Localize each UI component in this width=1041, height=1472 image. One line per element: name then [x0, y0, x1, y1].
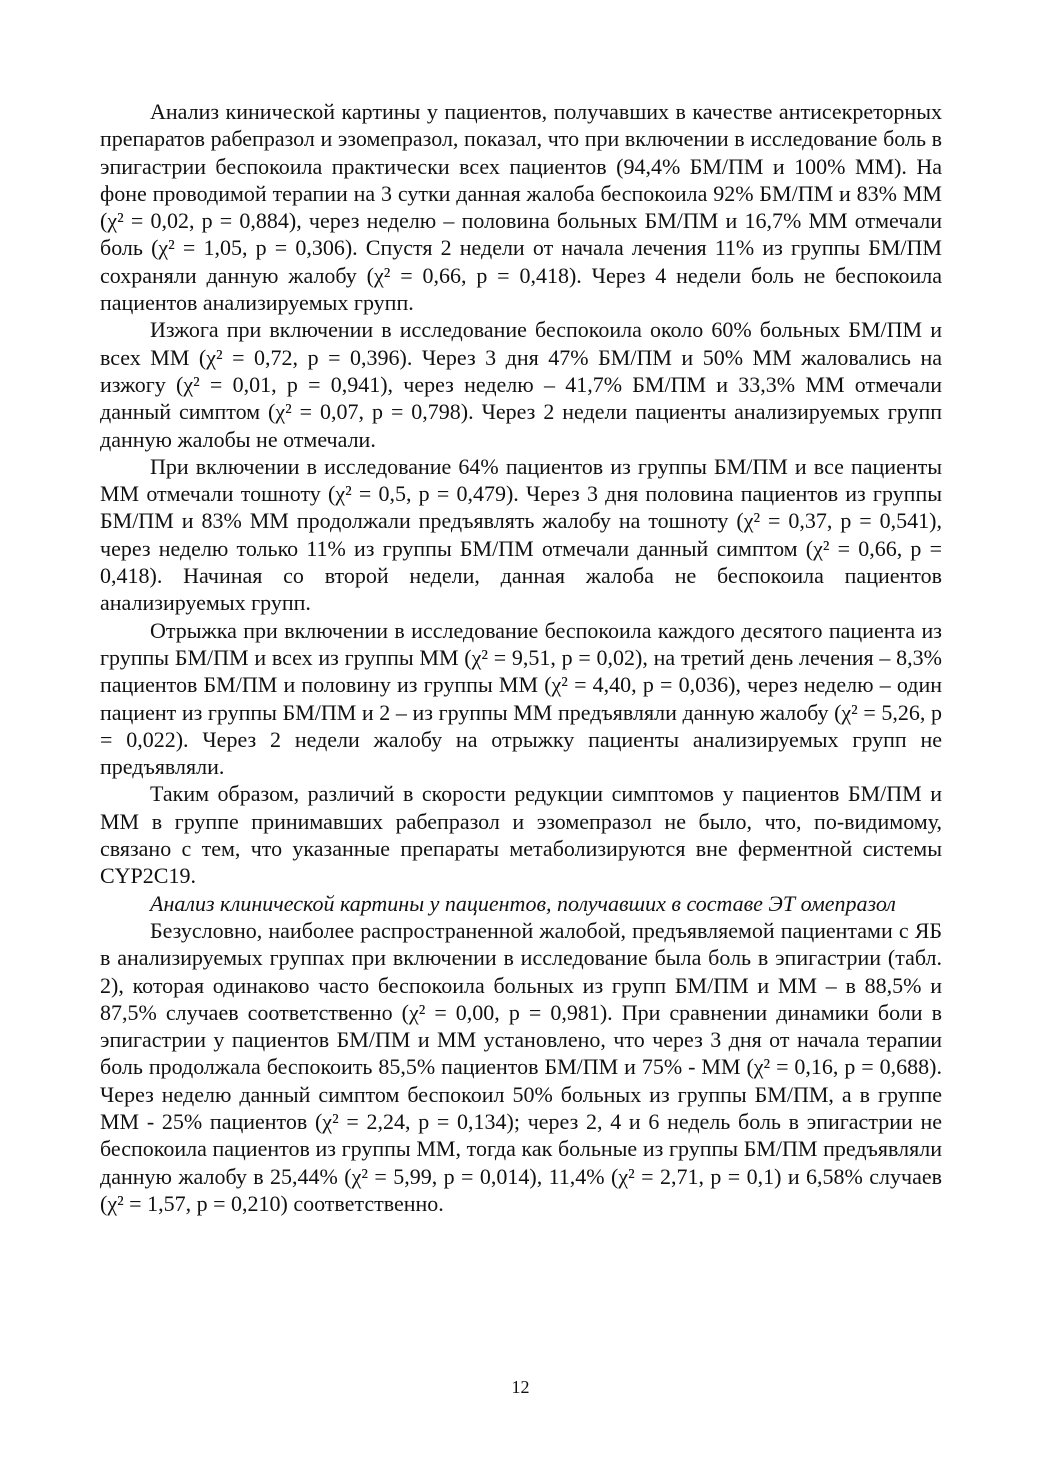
paragraph-conclusion: Таким образом, различий в скорости редукции симптомов у пациентов БМ/ПМ и ММ в группе принимавших рабепразол и эзомепразол не было, что, по-видимому, связано с тем, что указанные препараты метаболизируются вне ферментной системы CYP2C19. [100, 781, 942, 889]
paragraph-omeprazole-pain: Безусловно, наиболее распространенной жалобой, предъявляемой пациентами с ЯБ в анализируемых группах при включении в исследование была боль в эпигастрии (табл. 2), которая одинаково часто беспокоила больных из групп БМ/ПМ и ММ – в 88,5% и 87,5% случаев соответственно (χ² = 0,00, p = 0,981). При сравнении динамики боли в эпигастрии у пациентов БМ/ПМ и ММ установлено, что через 3 дня от начала терапии боль продолжала беспокоить 85,5% пациентов БМ/ПМ и 75% - ММ (χ² = 0,16, p = 0,688). Через неделю данный симптом беспокоил 50% больных из группы БМ/ПМ, а в группе ММ - 25% пациентов (χ² = 2,24, p = 0,134); через 2, 4 и 6 недель боль в эпигастрии не беспокоила пациентов из группы ММ, тогда как больные из группы БМ/ПМ предъявляли данную жалобу в 25,44% (χ² = 5,99, p = 0,014), 11,4% (χ² = 2,71, p = 0,1) и 6,58% случаев (χ² = 1,57, p = 0,210) соответственно. [100, 917, 942, 1216]
paragraph-nausea: При включении в исследование 64% пациентов из группы БМ/ПМ и все пациенты ММ отмечали тошноту (χ² = 0,5, p = 0,479). Через 3 дня половина пациентов из группы БМ/ПМ и 83% ММ продолжали предъявлять жалобу на тошноту (χ² = 0,37, p = 0,541), через неделю только 11% из группы БМ/ПМ отмечали данный симптом (χ² = 0,66, p = 0,418). Начиная со второй недели, данная жалоба не беспокоила пациентов анализируемых групп. [100, 453, 942, 616]
paragraph-heartburn: Изжога при включении в исследование беспокоила около 60% больных БМ/ПМ и всех ММ (χ² = 0,72, p = 0,396). Через 3 дня 47% БМ/ПМ и 50% ММ жаловались на изжогу (χ² = 0,01, p = 0,941), через неделю – 41,7% БМ/ПМ и 33,3% ММ отмечали данный симптом (χ² = 0,07, p = 0,798). Через 2 недели пациенты анализируемых групп данную жалобы не отмечали. [100, 317, 942, 452]
page-number: 12 [511, 1377, 530, 1397]
body-text [100, 98, 942, 1217]
section-heading-omeprazole: Анализ клинической картины у пациентов, получавших в составе ЭТ омепразол [150, 890, 896, 916]
paragraph-rabeprazole-pain: Анализ кинической картины у пациентов, получавших в качестве антисекреторных препаратов рабепразол и эзомепразол, показал, что при включении в исследование боль в эпигастрии беспокоила практически всех пациентов (94,4% БМ/ПМ и 100% ММ). На фоне проводимой терапии на 3 сутки данная жалоба беспокоила 92% БМ/ПМ и 83% ММ (χ² = 0,02, p = 0,884), через неделю – половина больных БМ/ПМ и 16,7% ММ отмечали боль (χ² = 1,05, p = 0,306). Спустя 2 недели от начала лечения 11% из группы БМ/ПМ сохраняли данную жалобу (χ² = 0,66, p = 0,418). Через 4 недели боль не беспокоила пациентов анализируемых групп. [100, 99, 942, 316]
paragraph-belching: Отрыжка при включении в исследование беспокоила каждого десятого пациента из группы БМ/ПМ и всех из группы ММ (χ² = 9,51, p = 0,02), на третий день лечения – 8,3% пациентов БМ/ПМ и половину из группы ММ (χ² = 4,40, p = 0,036), через неделю – один пациент из группы БМ/ПМ и 2 – из группы ММ предъявляли данную жалобу (χ² = 5,26, p = 0,022). Через 2 недели жалобу на отрыжку пациенты анализируемых групп не предъявляли. [100, 617, 942, 780]
